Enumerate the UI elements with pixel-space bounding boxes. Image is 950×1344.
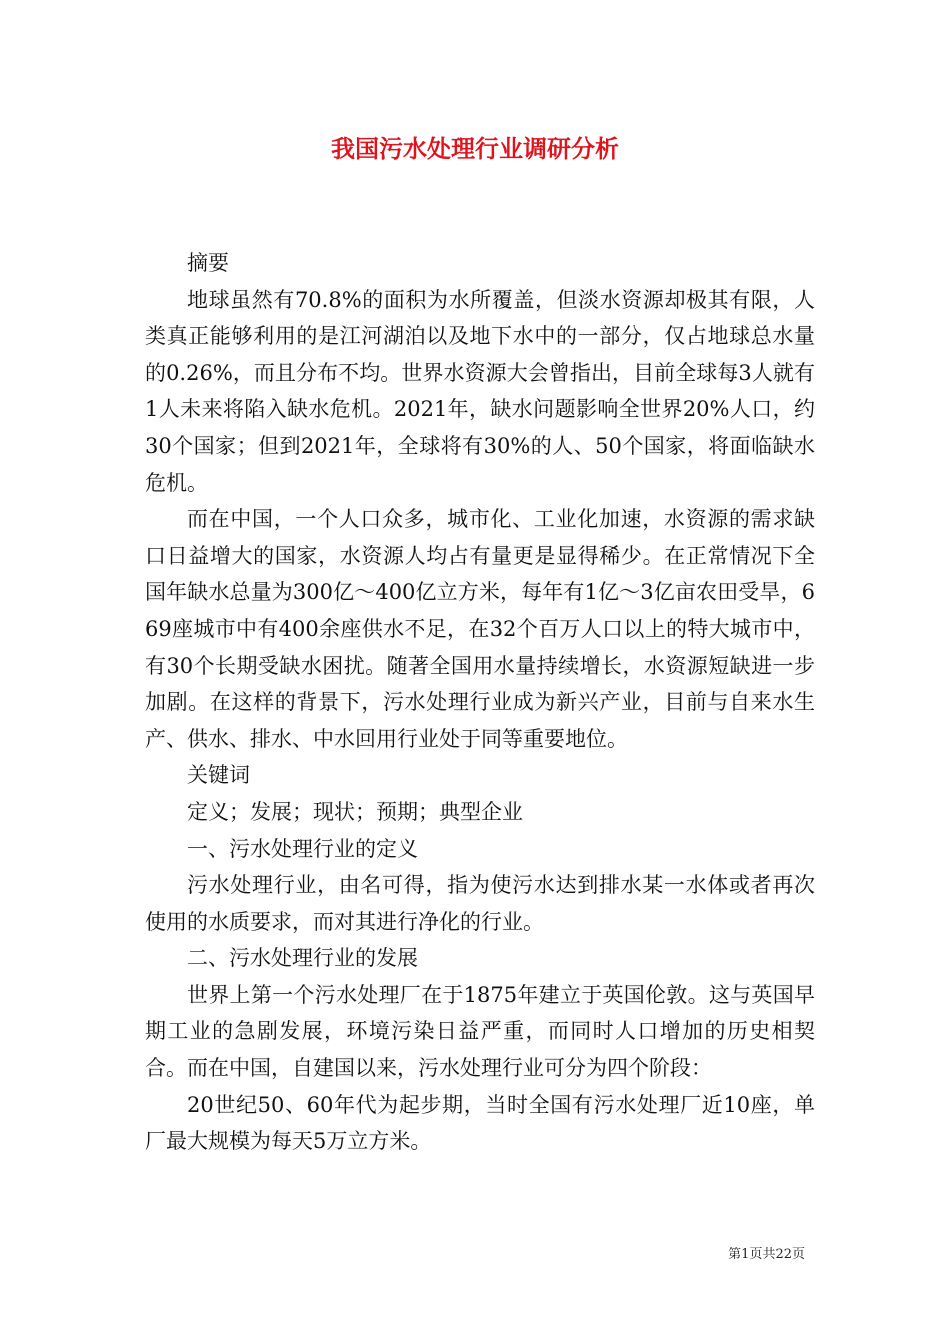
- paragraph-section-1: 污水处理行业，由名可得，指为使污水达到排水某一水体或者再次使用的水质要求，而对其进行净化的行业。: [145, 873, 815, 934]
- document-body: [145, 245, 815, 1160]
- heading-section-1: 一、污水处理行业的定义: [187, 836, 418, 861]
- paragraph-section-2-2: 20世纪50、60年代为起步期，当时全国有污水处理厂近10座，单厂最大规模为每天5万立方米。: [145, 1092, 815, 1154]
- heading-keywords: 关键词: [187, 763, 250, 788]
- heading-abstract: 摘要: [187, 251, 229, 275]
- paragraph-abstract-1: 地球虽然有70.8%的面积为水所覆盖，但淡水资源却极其有限，人类真正能够利用的是江河湖泊以及地下水中的一部分，仅占地球总水量的0.26%，而且分布不均。世界水资源大会曾指出，目前全球每3人就有1人未来将陷入缺水危机。2021年，缺水问题影响全世界20%人口，约30个国家；但到2021年，全球将有30%的人、50个国家，将面临缺水危机。: [145, 287, 815, 495]
- heading-section-2: 二、污水处理行业的发展: [187, 946, 418, 971]
- paragraph-section-2-1: 世界上第一个污水处理厂在于1875年建立于英国伦敦。这与英国早期工业的急剧发展，环境污染日益严重，而同时人口增加的历史相契合。而在中国，自建国以来，污水处理行业可分为四个阶段：: [145, 982, 815, 1081]
- page-number: 第1页共22页: [728, 1247, 805, 1262]
- paragraph-abstract-2: 而在中国，一个人口众多，城市化、工业化加速，水资源的需求缺口日益增大的国家，水资源人均占有量更是显得稀少。在正常情况下全国年缺水总量为300亿～400亿立方米，每年有1亿～3亿亩农田受旱，669座城市中有400余座供水不足，在32个百万人口以上的特大城市中，有30个长期受缺水困扰。随著全国用水量持续增长，水资源短缺进一步加剧。在这样的背景下，污水处理行业成为新兴产业，目前与自来水生产、供水、排水、中水回用行业处于同等重要地位。: [145, 507, 815, 751]
- document-title: 我国污水处理行业调研分析: [331, 134, 619, 163]
- paragraph-keywords: 定义；发展；现状；预期；典型企业: [187, 799, 523, 824]
